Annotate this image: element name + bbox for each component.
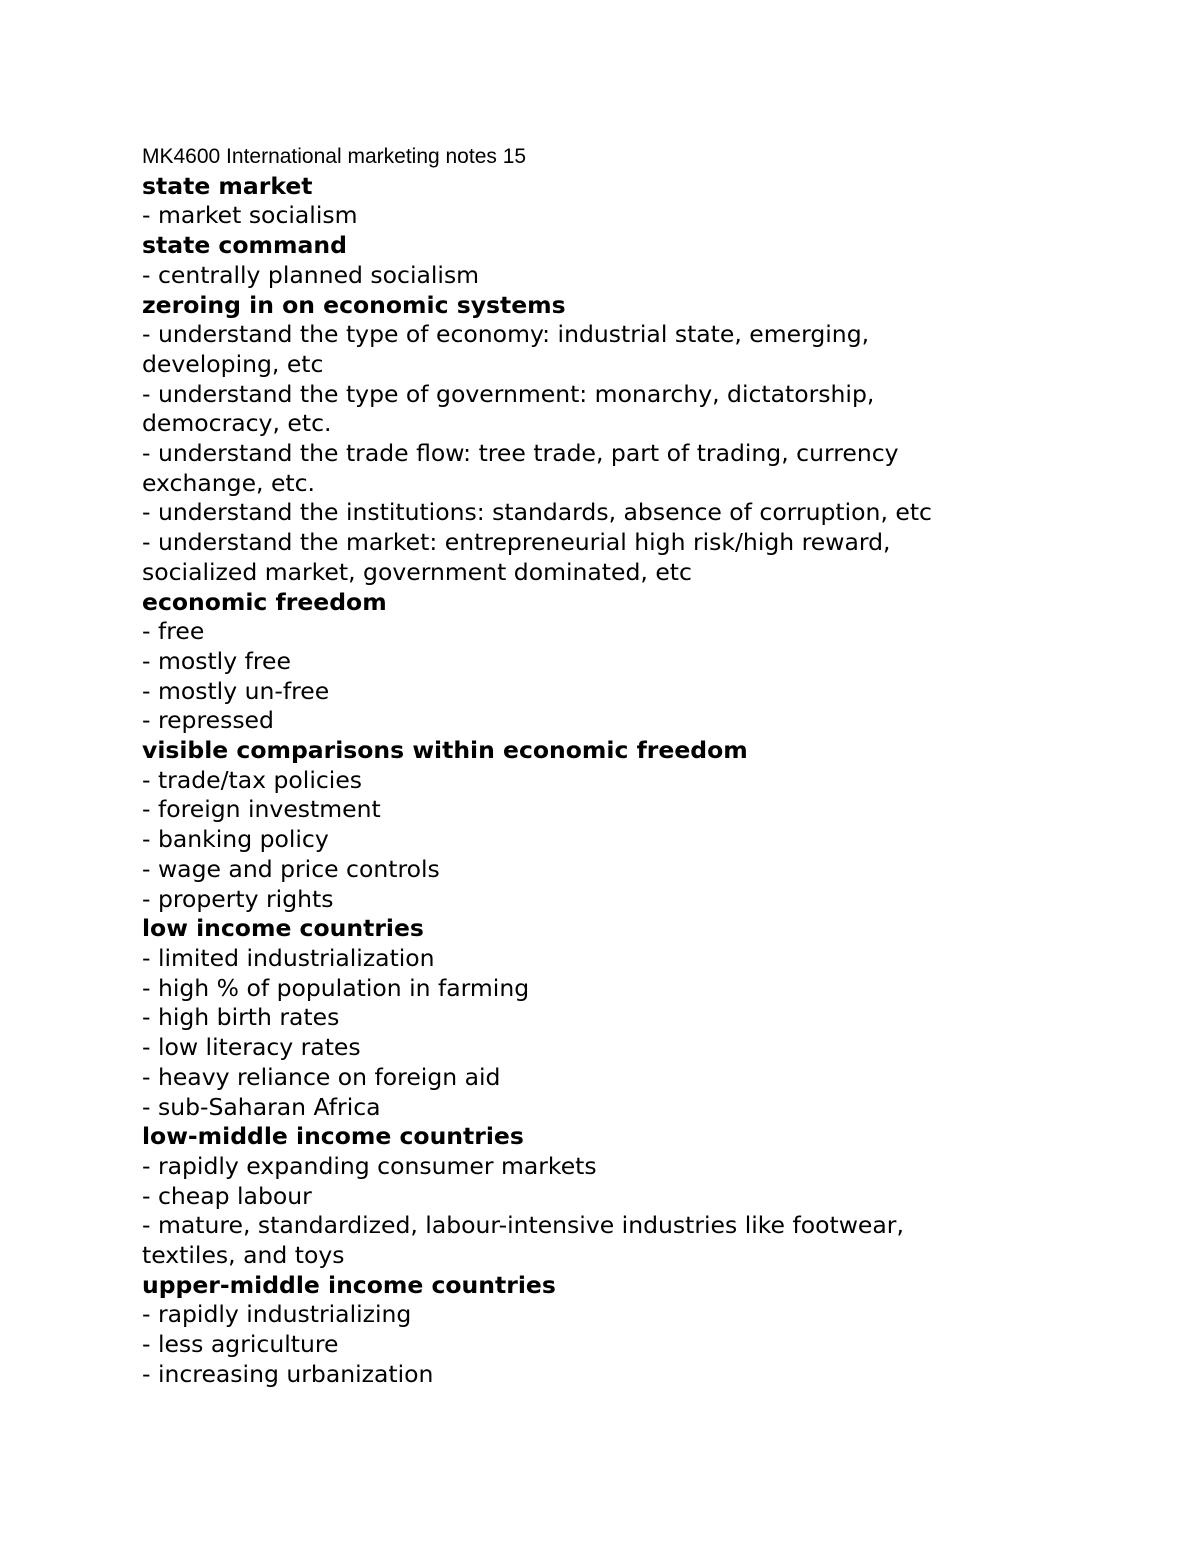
section-heading: zeroing in on economic systems	[142, 290, 566, 319]
bullet-line: textiles, and toys	[142, 1241, 345, 1270]
bullet-line: - mature, standardized, labour-intensive industries like footwear,	[142, 1211, 904, 1240]
bullet-line: developing, etc	[142, 349, 324, 378]
bullet-line: - understand the type of economy: industrial state, emerging,	[142, 320, 870, 349]
section-heading: low income countries	[142, 914, 424, 943]
section-heading: economic freedom	[142, 587, 387, 616]
bullet-line: - understand the type of government: monarchy, dictatorship,	[142, 379, 875, 408]
bullet-line: - sub-Saharan Africa	[142, 1092, 381, 1121]
bullet-line: democracy, etc.	[142, 409, 332, 438]
bullet-line: - banking policy	[142, 825, 329, 854]
bullet-line: - increasing urbanization	[142, 1359, 434, 1388]
bullet-line: - rapidly expanding consumer markets	[142, 1151, 597, 1180]
bullet-line: - trade/tax policies	[142, 765, 363, 794]
bullet-line: - market socialism	[142, 201, 358, 230]
bullet-line: socialized market, government dominated, etc	[142, 557, 692, 586]
bullet-line: - wage and price controls	[142, 854, 440, 883]
document-lines	[142, 172, 1042, 1390]
section-heading: upper-middle income countries	[142, 1270, 556, 1299]
bullet-line: - cheap labour	[142, 1181, 312, 1210]
bullet-line: - free	[142, 617, 205, 646]
bullet-line: - heavy reliance on foreign aid	[142, 1062, 501, 1091]
bullet-line: - low literacy rates	[142, 1033, 361, 1062]
bullet-line: - mostly un-free	[142, 676, 330, 705]
bullet-line: - understand the market: entrepreneurial high risk/high reward,	[142, 528, 891, 557]
bullet-line: - limited industrialization	[142, 943, 435, 972]
section-heading: visible comparisons within economic freedom	[142, 736, 748, 765]
bullet-line: - less agriculture	[142, 1330, 339, 1359]
bullet-line: - property rights	[142, 884, 334, 913]
section-heading: low-middle income countries	[142, 1122, 524, 1151]
document-body	[142, 142, 1042, 1390]
bullet-line: - rapidly industrializing	[142, 1300, 412, 1329]
bullet-line: exchange, etc.	[142, 468, 316, 497]
bullet-line: - high birth rates	[142, 1003, 340, 1032]
bullet-line: - mostly free	[142, 646, 291, 675]
document-title: MK4600 International marketing notes 15	[142, 145, 527, 168]
bullet-line: - foreign investment	[142, 795, 381, 824]
bullet-line: - understand the institutions: standards, absence of corruption, etc	[142, 498, 932, 527]
section-heading: state market	[142, 171, 313, 200]
section-heading: state command	[142, 231, 347, 260]
bullet-line: - high % of population in farming	[142, 973, 530, 1002]
bullet-line: - repressed	[142, 706, 274, 735]
bullet-line: - understand the trade flow: tree trade, part of trading, currency	[142, 439, 899, 468]
bullet-line: - centrally planned socialism	[142, 260, 480, 289]
